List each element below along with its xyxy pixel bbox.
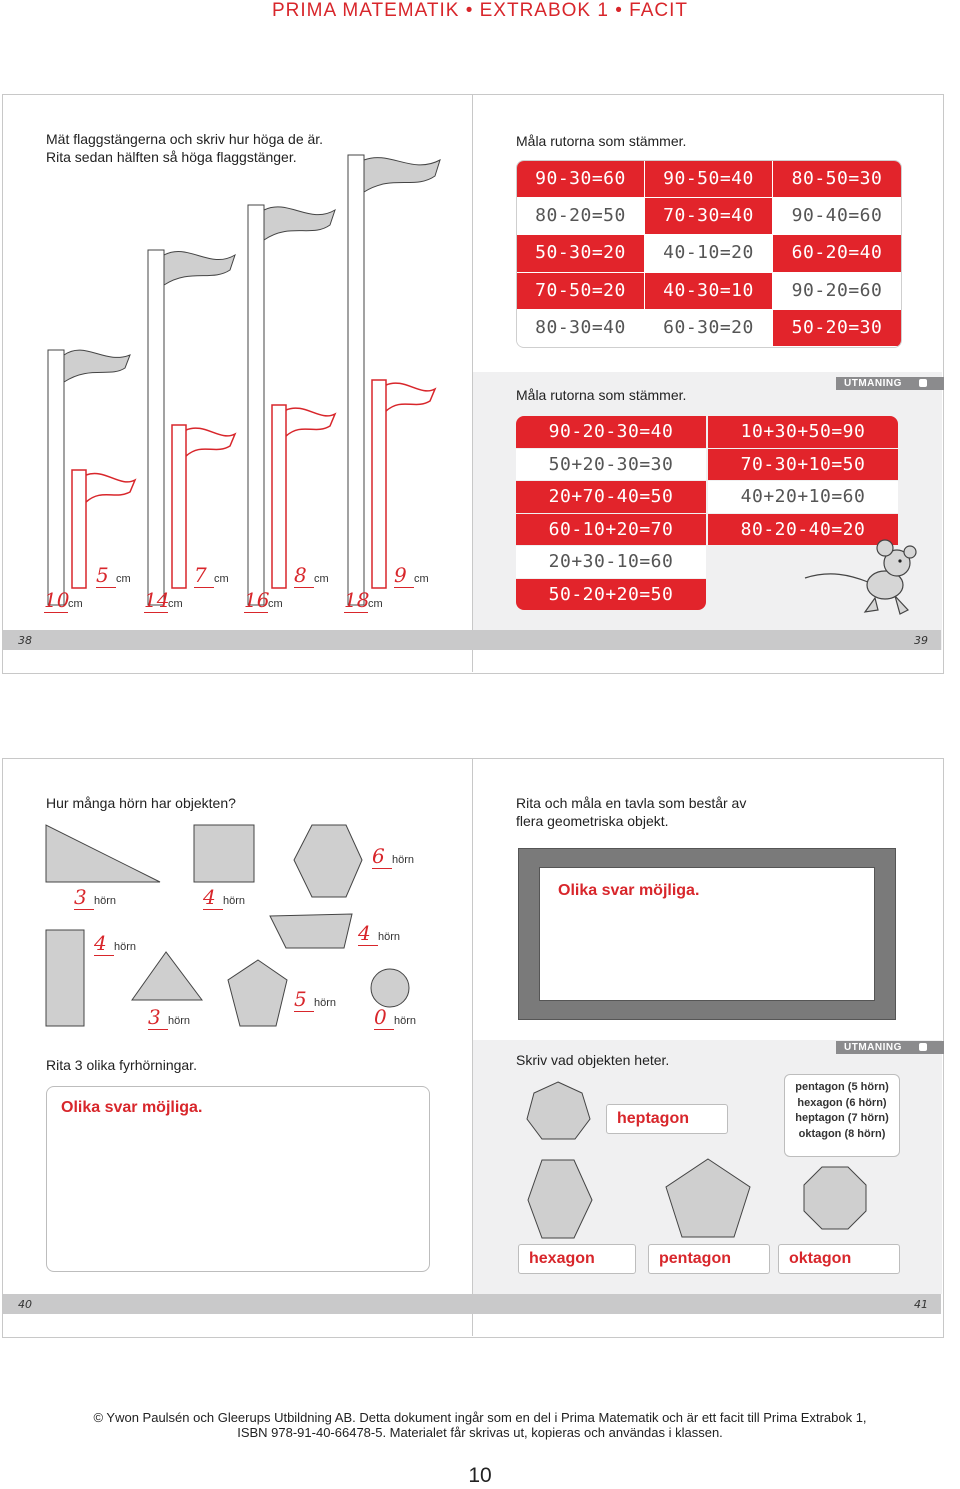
page-number-40: 40 — [18, 1298, 32, 1311]
page-number-bar — [3, 1294, 941, 1314]
half-flag-3 — [286, 408, 335, 436]
equation-cell: 90-50=40 — [645, 161, 772, 197]
answer-pentagon: 5 — [294, 987, 314, 1012]
name-answer-pentagon: pentagon — [648, 1244, 770, 1274]
unit-cm: cm — [168, 598, 183, 610]
corners-answer-circle — [374, 1005, 416, 1030]
instruction-line-1: Mät flaggstängerna och skriv hur höga de är. — [46, 131, 324, 147]
instruction-line-2: Rita sedan hälften så höga flaggstänger. — [46, 149, 297, 165]
flagpole-2 — [148, 250, 164, 605]
equation-cell: 70-30+10=50 — [708, 449, 898, 481]
unit-horn: hörn — [168, 1015, 191, 1027]
flagpoles-drawing — [30, 150, 470, 620]
equation-cell: 90-20=60 — [773, 273, 901, 309]
equation-cell: 50-20+20=50 — [516, 579, 706, 611]
trapezoid-shape — [270, 914, 352, 948]
measure-pole-2 — [144, 588, 190, 613]
utmaning-badge — [836, 377, 944, 390]
measure-half-3 — [294, 563, 334, 588]
quadrilateral-answer: Olika svar möjliga. — [61, 1099, 203, 1116]
equation-cell: 70-50=20 — [517, 273, 644, 309]
answer-trapezoid: 4 — [358, 921, 378, 946]
corners-answer-trapezoid — [358, 921, 400, 946]
half-flagpole-3 — [272, 405, 286, 588]
picture-canvas — [539, 867, 875, 1001]
unit-horn: hörn — [378, 931, 401, 943]
task2-instruction: Måla rutorna som stämmer. — [516, 387, 687, 403]
page-number-39: 39 — [914, 634, 928, 647]
equation-cell: 50-20=30 — [773, 310, 901, 346]
answer-hexagon: 6 — [372, 844, 392, 869]
task1-instruction: Måla rutorna som stämmer. — [516, 133, 687, 149]
equation-cell: 20+70-40=50 — [516, 481, 706, 513]
heptagon-shape — [527, 1082, 590, 1139]
equation-cell: 80-30=40 — [517, 310, 644, 346]
answer-pole-1: 10 — [44, 588, 70, 612]
unit-horn: hörn — [114, 941, 137, 953]
equation-cell: 60-10+20=70 — [516, 514, 706, 546]
measure-pole-3 — [244, 588, 290, 613]
instruction-line-2: flera geometriska objekt. — [516, 813, 669, 829]
hint-oktagon: oktagon (8 hörn) — [798, 1127, 886, 1140]
equation-cell: 40-30=10 — [645, 273, 772, 309]
unit-horn: hörn — [392, 854, 415, 866]
unit-horn: hörn — [94, 895, 117, 907]
equation-cell: 60-30=20 — [645, 310, 772, 346]
equation-cell: 50-30=20 — [517, 235, 644, 271]
equation-cell: 60-20=40 — [773, 235, 901, 271]
answer-half-3: 8 — [294, 563, 314, 588]
flag-2 — [164, 251, 235, 285]
instruction-line-1: Rita och måla en tavla som består av — [516, 795, 747, 811]
name-answer-heptagon: heptagon — [606, 1104, 728, 1134]
polygons-drawing — [520, 1075, 880, 1245]
name-answer-oktagon: oktagon — [778, 1244, 900, 1274]
picture-frame — [518, 848, 896, 1020]
flagpole-1 — [48, 350, 64, 605]
unit-horn: hörn — [394, 1015, 417, 1027]
utmaning-badge — [836, 1041, 944, 1054]
frame-instruction — [516, 794, 746, 830]
circle-shape — [371, 969, 409, 1007]
answer-pole-4: 18 — [344, 588, 370, 612]
pentagon-shape — [666, 1159, 750, 1237]
name-answer-hexagon: hexagon — [518, 1244, 636, 1274]
answer-square: 4 — [203, 885, 223, 910]
answer-half-2: 7 — [194, 563, 214, 588]
unit-cm: cm — [268, 598, 283, 610]
answer-half-4: 9 — [394, 563, 414, 588]
rectangle-shape — [46, 930, 84, 1026]
equation-cell: 80-20-40=20 — [708, 514, 898, 546]
unit-cm: cm — [68, 598, 83, 610]
copyright-footer — [0, 1410, 960, 1440]
mouse-illustration-icon — [800, 530, 920, 620]
half-flagpole-2 — [172, 425, 186, 588]
equation-cell: 20+30-10=60 — [516, 546, 706, 578]
answer-circle: 0 — [374, 1005, 394, 1030]
measure-half-4 — [394, 563, 434, 588]
hexagon-shape — [528, 1160, 592, 1238]
flag-3 — [264, 207, 335, 240]
half-flag-1 — [86, 473, 135, 502]
corners-answer-right-triangle — [74, 885, 116, 910]
half-flagpole-4 — [372, 380, 386, 588]
octagon-shape — [804, 1167, 866, 1229]
corners-answer-square — [203, 885, 245, 910]
half-flag-2 — [186, 428, 235, 456]
measure-half-2 — [194, 563, 234, 588]
badge-label: UTMANING — [844, 1042, 902, 1053]
document-header: PRIMA MATEMATIK • EXTRABOK 1 • FACIT — [272, 0, 688, 21]
document-page-number: 10 — [468, 1464, 492, 1487]
flagpole-4 — [348, 155, 364, 605]
flag-1 — [64, 350, 130, 382]
corners-answer-hexagon — [372, 844, 414, 869]
unit-horn: hörn — [223, 895, 246, 907]
right-triangle-shape — [46, 825, 160, 882]
corners-instruction: Hur många hörn har objekten? — [46, 795, 236, 811]
square-shape — [194, 825, 254, 882]
hint-heptagon: heptagon (7 hörn) — [795, 1112, 889, 1124]
page-number-38: 38 — [18, 634, 32, 647]
equation-cell: 10+30+50=90 — [708, 416, 898, 448]
badge-square-icon — [919, 1043, 927, 1051]
equation-cell: 40+20+10=60 — [708, 481, 898, 513]
answer-pole-3: 16 — [244, 588, 270, 612]
equation-cell: 70-30=40 — [645, 198, 772, 234]
equation-cell: 90-30=60 — [517, 161, 644, 197]
equation-cell: 80-50=30 — [773, 161, 901, 197]
corners-answer-triangle — [148, 1005, 190, 1030]
measure-half-1 — [96, 563, 136, 588]
triangle-shape — [132, 952, 202, 1000]
answer-rectangle: 4 — [94, 931, 114, 956]
badge-label: UTMANING — [844, 378, 902, 389]
flagpole-3 — [248, 205, 264, 605]
half-flag-4 — [386, 383, 435, 411]
quadrilateral-instruction: Rita 3 olika fyrhörningar. — [46, 1057, 197, 1073]
pentagon-shape — [228, 960, 287, 1026]
corners-answer-pentagon — [294, 987, 336, 1012]
answer-pole-2: 14 — [144, 588, 170, 612]
unit-cm: cm — [214, 573, 229, 585]
unit-horn: hörn — [314, 997, 337, 1009]
copyright-line-1: © Ywon Paulsén och Gleerups Utbildning AB. Detta dokument ingår som en del i Prima Matematik och är ett facit till Prima Extrabok 1, — [93, 1410, 867, 1425]
equation-cell: 50+20-30=30 — [516, 449, 706, 481]
subtraction-grid — [516, 160, 902, 348]
unit-cm: cm — [414, 573, 429, 585]
badge-square-icon — [919, 379, 927, 387]
unit-cm: cm — [368, 598, 383, 610]
unit-cm: cm — [116, 573, 131, 585]
hexagon-shape — [294, 825, 362, 897]
answer-triangle: 3 — [148, 1005, 168, 1030]
answer-right-triangle: 3 — [74, 885, 94, 910]
copyright-line-2: ISBN 978-91-40-66478-5. Materialet får skrivas ut, kopieras och användas i klassen. — [237, 1425, 723, 1440]
equation-cell: 90-20-30=40 — [516, 416, 706, 448]
hint-hexagon: hexagon (6 hörn) — [797, 1096, 887, 1109]
answer-half-1: 5 — [96, 563, 116, 588]
equation-cell: 80-20=50 — [517, 198, 644, 234]
equation-cell: 90-40=60 — [773, 198, 901, 234]
equation-cell: 40-10=20 — [645, 235, 772, 271]
unit-cm: cm — [314, 573, 329, 585]
drawing-box — [46, 1086, 430, 1272]
page-number-bar — [3, 630, 941, 650]
frame-answer: Olika svar möjliga. — [558, 882, 700, 899]
measure-pole-1 — [44, 588, 84, 613]
corners-answer-rectangle — [94, 931, 136, 956]
page-number-41: 41 — [914, 1298, 928, 1311]
hint-pentagon: pentagon (5 hörn) — [795, 1081, 889, 1093]
names-instruction: Skriv vad objekten heter. — [516, 1052, 670, 1068]
measure-pole-4 — [344, 588, 390, 613]
half-flagpole-1 — [72, 470, 86, 588]
flag-4 — [364, 158, 440, 192]
